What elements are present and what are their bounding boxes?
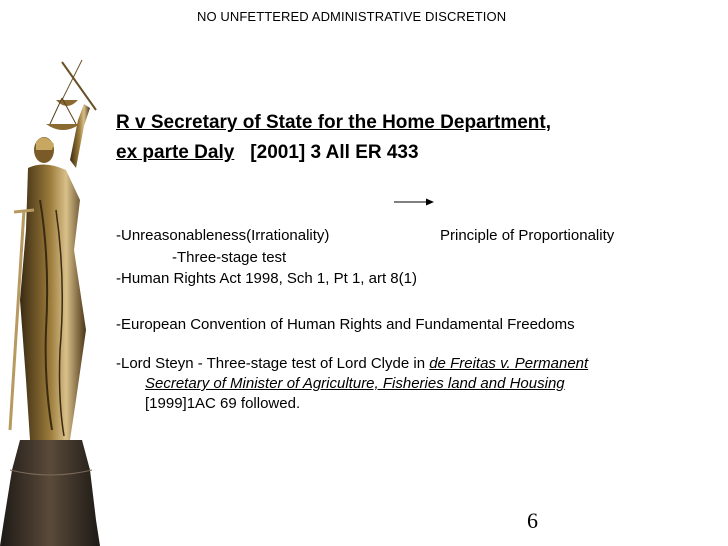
lord-steyn-prefix: -Lord Steyn - Three-stage test of Lord Clyde in [116,355,430,372]
lady-justice-statue-image [0,0,130,546]
proportionality-principle: Principle of Proportionality [440,227,615,244]
case-citation: [2001] 3 All ER 433 [250,142,419,163]
case-title-line1: R v Secretary of State for the Home Department, [116,112,552,133]
de-freitas-case-line2 [116,374,716,394]
three-stage-test-item: -Three-stage test [172,249,287,266]
de-freitas-case-link-part2[interactable]: Secretary of Minister of Agriculture, Fisheries land and Housing [145,375,565,392]
page-number: 6 [527,508,538,533]
human-rights-act-item: -Human Rights Act 1998, Sch 1, Pt 1, art 8(1) [116,270,417,287]
case-title-line2 [116,138,716,168]
de-freitas-case-link-part1[interactable]: de Freitas v. Permanent [429,355,589,372]
de-freitas-citation: [1999]1AC 69 followed. [145,395,301,412]
slide-header: NO UNFETTERED ADMINISTRATIVE DISCRETION [197,9,507,24]
case-title [116,108,716,168]
right-arrow-icon [394,197,434,207]
case-name-link[interactable]: ex parte Daly [116,142,235,163]
echr-item: -European Convention of Human Rights and Fundamental Freedoms [116,316,575,333]
lord-steyn-item [116,354,716,414]
unreasonableness-item: -Unreasonableness(Irrationality) [116,227,330,244]
